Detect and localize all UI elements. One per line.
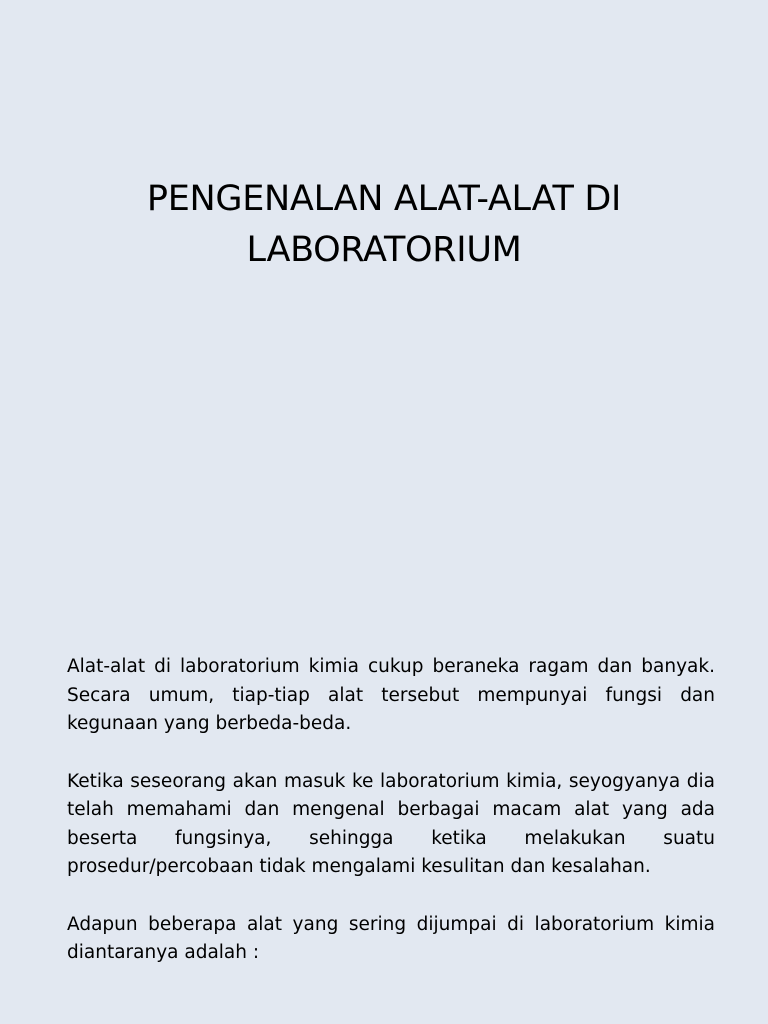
- slide-body: [67, 653, 715, 968]
- paragraph-importance: Ketika seseorang akan masuk ke laboratorium kimia, seyogyanya dia telah memahami dan mengenal berbagai macam alat yang ada beserta fungsinya, sehingga ketika melakukan suatu prosedur/percobaan tidak mengalami kesulitan dan kesalahan.: [67, 770, 715, 877]
- paragraph-list-lead: Adapun beberapa alat yang sering dijumpai di laboratorium kimia diantaranya adalah :: [67, 913, 715, 963]
- slide-title-line-1: PENGENALAN ALAT-ALAT DI: [146, 179, 622, 219]
- slide-title: [60, 174, 708, 276]
- slide-title-line-2: LABORATORIUM: [246, 230, 522, 270]
- paragraph-intro: Alat-alat di laboratorium kimia cukup beraneka ragam dan banyak. Secara umum, tiap-tiap alat tersebut mempunyai fungsi dan kegunaan yang berbeda-beda.: [67, 656, 715, 734]
